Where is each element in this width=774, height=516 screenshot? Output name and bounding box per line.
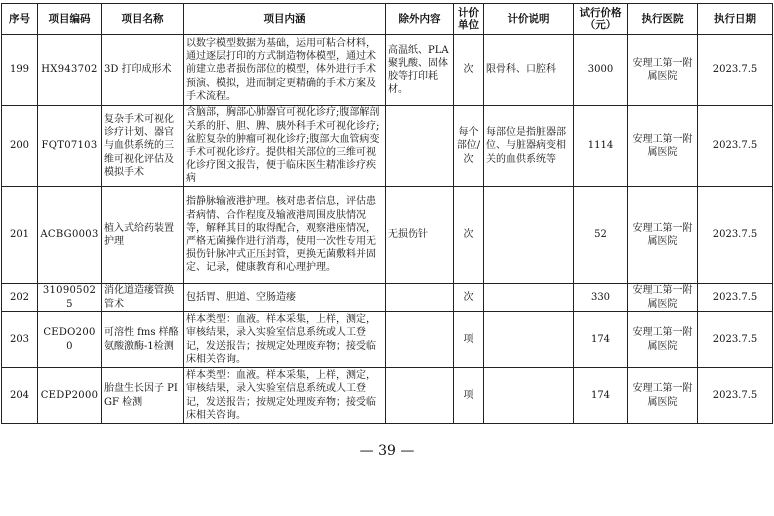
cell-exclude	[386, 106, 454, 187]
cell-content: 以数字模型数据为基础，运用可粘合材料，通过逐层打印的方式制造物体模型，通过术前建立患者损伤部位的模型，体外进行手术预演、模拟，进而制定更精确的手术方案及手术流程。	[184, 35, 386, 106]
cell-seq: 203	[2, 312, 38, 368]
cell-hospital: 安理工第一附属医院	[628, 368, 698, 424]
cell-code: ACBG0003	[38, 187, 102, 284]
cell-date: 2023.7.5	[698, 312, 773, 368]
table-row	[2, 284, 773, 312]
cell-name: 胎盘生长因子 PIGF 检测	[102, 368, 184, 424]
header-price: 试行价格（元）	[574, 4, 628, 35]
cell-exclude	[386, 312, 454, 368]
price-table	[1, 3, 773, 424]
cell-exclude: 无损伤针	[386, 187, 454, 284]
cell-content: 含脑部，胸部心肺器官可视化诊疗;腹部解剖关系的肝、胆、脾、胰外科手术可视化诊疗;盆腔复杂的肿瘤可视化诊疗;腹部大血管病变手术可视化诊疗。提供相关部位的三维可视化诊疗图文报告，便于临床医生精准诊疗疾病	[184, 106, 386, 187]
cell-price: 330	[574, 284, 628, 312]
cell-seq: 199	[2, 35, 38, 106]
header-name: 项目名称	[102, 4, 184, 35]
cell-unit: 次	[454, 284, 484, 312]
cell-price: 1114	[574, 106, 628, 187]
cell-price: 3000	[574, 35, 628, 106]
cell-code: CEDO2000	[38, 312, 102, 368]
cell-note	[484, 312, 574, 368]
table-row	[2, 312, 773, 368]
cell-date: 2023.7.5	[698, 368, 773, 424]
table-header-row	[2, 4, 773, 35]
table-row	[2, 187, 773, 284]
cell-name: 3D 打印成形术	[102, 35, 184, 106]
cell-code: 310905025	[38, 284, 102, 312]
header-exclude: 除外内容	[386, 4, 454, 35]
cell-hospital: 安理工第一附属医院	[628, 106, 698, 187]
cell-hospital: 安理工第一附属医院	[628, 187, 698, 284]
cell-code: CEDP2000	[38, 368, 102, 424]
header-note: 计价说明	[484, 4, 574, 35]
cell-code: FQT07103	[38, 106, 102, 187]
cell-seq: 202	[2, 284, 38, 312]
cell-date: 2023.7.5	[698, 106, 773, 187]
cell-price: 52	[574, 187, 628, 284]
cell-unit: 项	[454, 312, 484, 368]
cell-price: 174	[574, 368, 628, 424]
cell-unit: 每个部位/次	[454, 106, 484, 187]
cell-exclude	[386, 368, 454, 424]
table-row	[2, 368, 773, 424]
cell-name: 复杂手术可视化诊疗计划、器官与血供系统的三维可视化评估及模拟手术	[102, 106, 184, 187]
header-content: 项目内涵	[184, 4, 386, 35]
cell-unit: 次	[454, 35, 484, 106]
cell-unit: 次	[454, 187, 484, 284]
cell-price: 174	[574, 312, 628, 368]
cell-seq: 200	[2, 106, 38, 187]
page-number: — 39 —	[359, 443, 415, 459]
cell-note: 每部位是指脏器部位、与脏器病变相关的血供系统等	[484, 106, 574, 187]
header-date: 执行日期	[698, 4, 773, 35]
cell-exclude	[386, 284, 454, 312]
table-row	[2, 35, 773, 106]
cell-name: 植入式给药装置护理	[102, 187, 184, 284]
header-code: 项目编码	[38, 4, 102, 35]
cell-date: 2023.7.5	[698, 284, 773, 312]
cell-note: 限骨科、口腔科	[484, 35, 574, 106]
cell-unit: 项	[454, 368, 484, 424]
cell-seq: 204	[2, 368, 38, 424]
cell-content: 样本类型：血液。样本采集，上样，测定，审核结果，录入实验室信息系统或人工登记，发送报告；按规定处理废弃物；接受临床相关咨询。	[184, 368, 386, 424]
cell-content: 包括胃、胆道、空肠造瘘	[184, 284, 386, 312]
cell-exclude: 高温纸、PLA聚乳酸、固体胶等打印耗材。	[386, 35, 454, 106]
header-seq: 序号	[2, 4, 38, 35]
table-row	[2, 106, 773, 187]
cell-code: HX943702	[38, 35, 102, 106]
cell-note	[484, 368, 574, 424]
cell-content: 指静脉输液港护理。核对患者信息，评估患者病情、合作程度及输液港周围皮肤情况等，解释其目的取得配合，观察港座情况，严格无菌操作进行消毒，使用一次性专用无损伤针脉冲式正压封管，更换无菌敷料并固定、记录，健康教育和心理护理。	[184, 187, 386, 284]
cell-name: 消化道造瘘管换管术	[102, 284, 184, 312]
cell-date: 2023.7.5	[698, 187, 773, 284]
cell-hospital: 安理工第一附属医院	[628, 312, 698, 368]
cell-hospital: 安理工第一附属医院	[628, 284, 698, 312]
header-hospital: 执行医院	[628, 4, 698, 35]
cell-name: 可溶性 fms 样酪氨酸激酶-1检测	[102, 312, 184, 368]
cell-note	[484, 187, 574, 284]
cell-seq: 201	[2, 187, 38, 284]
header-unit: 计价单位	[454, 4, 484, 35]
cell-content: 样本类型：血液。样本采集，上样，测定，审核结果，录入实验室信息系统或人工登记，发送报告；按规定处理废弃物；接受临床相关咨询。	[184, 312, 386, 368]
cell-date: 2023.7.5	[698, 35, 773, 106]
cell-note	[484, 284, 574, 312]
cell-hospital: 安理工第一附属医院	[628, 35, 698, 106]
